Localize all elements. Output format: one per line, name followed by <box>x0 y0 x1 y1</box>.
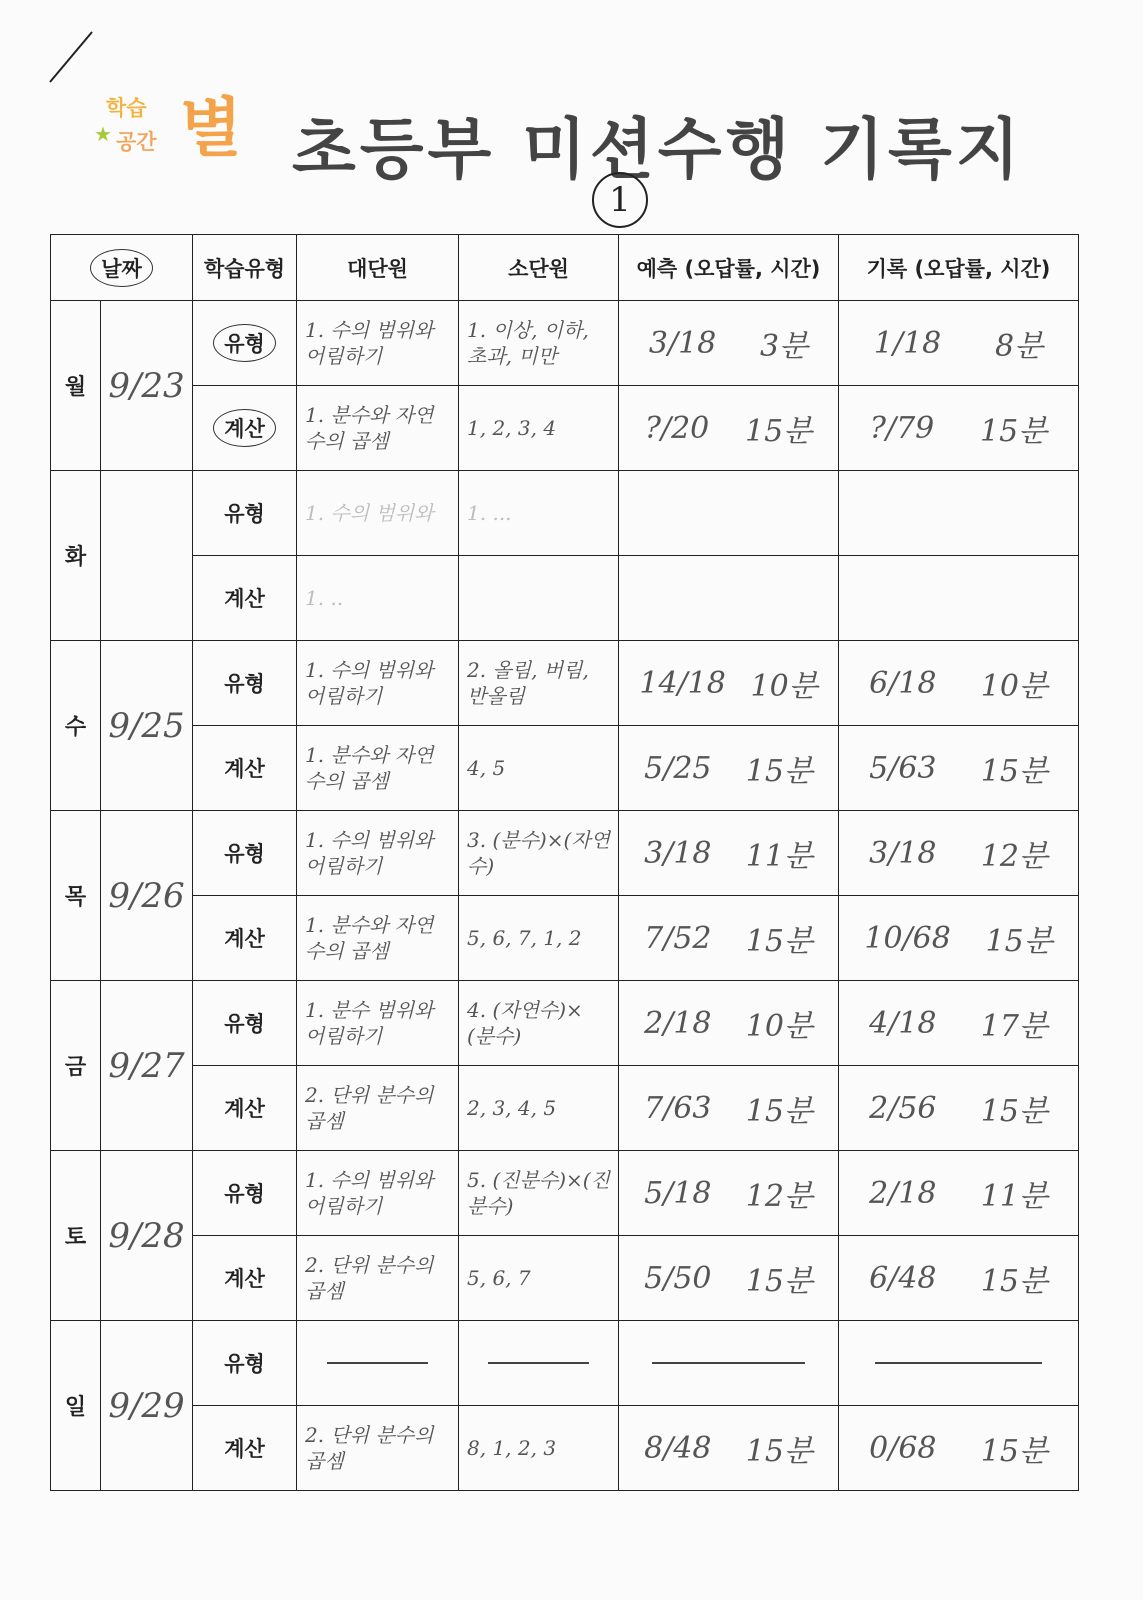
rec-values <box>839 301 1078 385</box>
prediction-cell <box>619 811 839 896</box>
record-cell <box>839 981 1079 1066</box>
type-label: 유형 <box>224 1012 265 1036</box>
pred-values <box>619 1236 838 1320</box>
pred-values <box>619 1406 838 1490</box>
minor-unit-text: 8, 1, 2, 3 <box>467 1436 557 1460</box>
pred-time: 15분 <box>744 414 813 449</box>
major-unit-cell <box>297 1151 459 1236</box>
date-cell: 9/29 <box>101 1321 193 1491</box>
type-cell <box>193 1321 297 1406</box>
major-unit-cell <box>297 1066 459 1151</box>
table-row <box>51 386 1079 471</box>
major-unit-text: 1. 수의 범위와 어림하기 <box>305 318 434 368</box>
pred-error-rate: 5/50 <box>644 1260 712 1296</box>
table-row <box>51 726 1079 811</box>
day-cell: 수 <box>51 641 101 811</box>
major-unit-text: 1. 분수 범위와 어림하기 <box>305 998 434 1048</box>
record-cell <box>839 811 1079 896</box>
prediction-cell <box>619 981 839 1066</box>
record-cell <box>839 301 1079 386</box>
major-unit-cell <box>297 556 459 641</box>
table-row <box>51 1321 1079 1406</box>
type-cell <box>193 641 297 726</box>
minor-unit-text: 4, 5 <box>467 756 506 780</box>
rec-time: 15분 <box>980 1094 1048 1129</box>
day-cell: 목 <box>51 811 101 981</box>
minor-unit-cell <box>459 981 619 1066</box>
major-unit-text: 2. 단위 분수의 곱셈 <box>305 1423 434 1473</box>
pred-time: 15분 <box>745 1094 813 1129</box>
pred-time: 15분 <box>745 754 813 789</box>
pred-error-rate: 3/18 <box>644 835 712 871</box>
pred-values <box>619 981 838 1065</box>
pred-error-rate: 7/52 <box>644 920 712 956</box>
minor-unit-cell <box>459 301 619 386</box>
prediction-cell <box>619 301 839 386</box>
rec-values <box>839 641 1078 725</box>
pred-values <box>619 301 838 385</box>
pred-error-rate: 14/18 <box>639 665 726 701</box>
type-cell <box>193 896 297 981</box>
minor-unit-cell <box>459 811 619 896</box>
minor-unit-cell <box>459 641 619 726</box>
table-row <box>51 556 1079 641</box>
rec-time: 15분 <box>980 1264 1048 1299</box>
type-cell <box>193 811 297 896</box>
pred-time: 10분 <box>745 1009 813 1044</box>
pen-mark <box>48 30 98 85</box>
type-cell <box>193 471 297 556</box>
header-major-unit: 대단원 <box>297 235 459 301</box>
page-title: 초등부 미션수행 기록지 <box>292 111 1024 188</box>
type-label: 계산 <box>224 587 265 611</box>
pred-time: 11분 <box>745 839 813 874</box>
minor-unit-text: 2. 올림, 버림, 반올림 <box>467 658 589 708</box>
date-cell: 9/23 <box>101 301 193 471</box>
prediction-cell <box>619 726 839 811</box>
minor-unit-text: 5, 6, 7, 1, 2 <box>467 926 582 950</box>
header-row <box>51 235 1079 301</box>
pred-error-rate: ?/20 <box>644 410 710 446</box>
rec-error-rate: 10/68 <box>864 920 951 956</box>
dash <box>488 1362 588 1364</box>
major-unit-cell <box>297 981 459 1066</box>
record-cell <box>839 386 1079 471</box>
type-label: 계산 <box>213 409 276 447</box>
pred-values <box>619 471 838 555</box>
type-label: 계산 <box>224 927 265 951</box>
record-cell <box>839 556 1079 641</box>
type-label: 계산 <box>224 1097 265 1121</box>
type-label: 계산 <box>224 1267 265 1291</box>
table-row <box>51 811 1079 896</box>
pred-values <box>619 896 838 980</box>
rec-error-rate: 4/18 <box>869 1005 937 1041</box>
record-cell <box>839 641 1079 726</box>
rec-values <box>839 981 1078 1065</box>
prediction-cell <box>619 556 839 641</box>
pred-values <box>619 386 838 470</box>
mission-record-table <box>50 234 1079 1491</box>
pred-values <box>619 726 838 810</box>
major-unit-cell <box>297 386 459 471</box>
rec-time: 11분 <box>980 1179 1048 1214</box>
type-label: 유형 <box>224 1182 265 1206</box>
rec-error-rate: 0/68 <box>869 1430 937 1466</box>
table-row <box>51 896 1079 981</box>
major-unit-cell <box>297 1236 459 1321</box>
date-cell: 9/28 <box>101 1151 193 1321</box>
minor-unit-cell <box>459 896 619 981</box>
pred-time: 15분 <box>745 1434 813 1469</box>
minor-unit-cell <box>459 1321 619 1406</box>
record-cell <box>839 1066 1079 1151</box>
table-row <box>51 471 1079 556</box>
prediction-cell <box>619 1321 839 1406</box>
type-label: 유형 <box>224 842 265 866</box>
type-cell <box>193 1066 297 1151</box>
header-type: 학습유형 <box>193 235 297 301</box>
type-cell <box>193 1151 297 1236</box>
rec-error-rate: 2/56 <box>869 1090 937 1126</box>
major-unit-cell <box>297 896 459 981</box>
type-label: 계산 <box>224 1437 265 1461</box>
minor-unit-cell <box>459 556 619 641</box>
type-cell <box>193 556 297 641</box>
type-label: 계산 <box>224 757 265 781</box>
minor-unit-text: 4. (자연수)× (분수) <box>467 998 583 1048</box>
date-cell <box>101 471 193 641</box>
pred-error-rate: 8/48 <box>644 1430 712 1466</box>
minor-unit-text: 5. (진분수)×(진분수) <box>467 1168 610 1218</box>
major-unit-text: 1. 분수와 자연수의 곱셈 <box>305 403 434 453</box>
rec-time: 15분 <box>985 924 1053 959</box>
type-label: 유형 <box>224 672 265 696</box>
prediction-cell <box>619 896 839 981</box>
major-unit-text: 1. 분수와 자연수의 곱셈 <box>305 743 434 793</box>
major-unit-cell <box>297 471 459 556</box>
major-unit-text: 2. 단위 분수의 곱셈 <box>305 1253 434 1303</box>
pred-values <box>619 556 838 640</box>
major-unit-text: 1. 수의 범위와 어림하기 <box>305 1168 434 1218</box>
rec-values <box>839 1151 1078 1235</box>
major-unit-cell <box>297 1321 459 1406</box>
minor-unit-cell <box>459 726 619 811</box>
minor-unit-cell <box>459 386 619 471</box>
type-label: 유형 <box>224 1352 265 1376</box>
major-unit-text: 1. .. <box>305 586 344 610</box>
minor-unit-text: 1. 이상, 이하, 초과, 미만 <box>467 318 589 368</box>
day-cell: 토 <box>51 1151 101 1321</box>
rec-values <box>839 811 1078 895</box>
major-unit-text: 1. 수의 범위와 어림하기 <box>305 828 434 878</box>
page-number: 1 <box>592 172 648 228</box>
pred-time: 12분 <box>745 1179 813 1214</box>
prediction-cell <box>619 1236 839 1321</box>
header-date: 날짜 <box>51 235 193 301</box>
rec-error-rate: 6/48 <box>869 1260 937 1296</box>
table-row <box>51 301 1079 386</box>
pred-values <box>619 1066 838 1150</box>
table-row <box>51 1066 1079 1151</box>
rec-time: 17분 <box>980 1009 1048 1044</box>
logo-line-1: 학습 <box>106 96 147 120</box>
pred-error-rate: 7/63 <box>644 1090 712 1126</box>
prediction-cell <box>619 471 839 556</box>
type-cell <box>193 726 297 811</box>
major-unit-cell <box>297 641 459 726</box>
minor-unit-cell <box>459 1236 619 1321</box>
record-cell <box>839 1406 1079 1491</box>
record-cell <box>839 1321 1079 1406</box>
major-unit-text: 1. 수의 범위와 <box>305 501 434 525</box>
prediction-cell <box>619 386 839 471</box>
date-cell: 9/25 <box>101 641 193 811</box>
rec-values <box>839 471 1078 555</box>
rec-values <box>839 386 1078 470</box>
pred-values <box>619 1151 838 1235</box>
type-label: 유형 <box>213 324 276 362</box>
major-unit-cell <box>297 811 459 896</box>
pred-error-rate: 5/18 <box>644 1175 712 1211</box>
logo-line-2: 공간 <box>116 130 157 154</box>
minor-unit-cell <box>459 1406 619 1491</box>
prediction-cell <box>619 1066 839 1151</box>
rec-values <box>839 556 1078 640</box>
rec-error-rate: 3/18 <box>869 835 937 871</box>
rec-time: 8분 <box>995 329 1044 364</box>
dash <box>652 1362 805 1364</box>
rec-error-rate: 6/18 <box>869 665 937 701</box>
type-cell <box>193 1236 297 1321</box>
header-minor-unit: 소단원 <box>459 235 619 301</box>
pred-error-rate: 3/18 <box>648 325 717 361</box>
logo <box>94 86 250 186</box>
star-icon: ★ <box>94 122 112 146</box>
rec-error-rate: 2/18 <box>869 1175 937 1211</box>
date-cell: 9/26 <box>101 811 193 981</box>
dash <box>327 1362 429 1364</box>
header-record: 기록 (오답률, 시간) <box>839 235 1079 301</box>
type-cell <box>193 386 297 471</box>
type-label: 유형 <box>224 502 265 526</box>
table-row <box>51 1151 1079 1236</box>
pred-time: 10분 <box>750 669 818 704</box>
pred-time: 3분 <box>760 329 809 364</box>
minor-unit-cell <box>459 1151 619 1236</box>
minor-unit-text: 1. ... <box>467 501 512 525</box>
day-cell: 월 <box>51 301 101 471</box>
rec-error-rate: ?/79 <box>869 410 935 446</box>
record-cell <box>839 896 1079 981</box>
header-prediction: 예측 (오답률, 시간) <box>619 235 839 301</box>
rec-time: 15분 <box>980 1434 1048 1469</box>
pred-error-rate: 2/18 <box>644 1005 712 1041</box>
record-cell <box>839 1236 1079 1321</box>
major-unit-text: 2. 단위 분수의 곱셈 <box>305 1083 434 1133</box>
table-row <box>51 1406 1079 1491</box>
major-unit-cell <box>297 301 459 386</box>
rec-values <box>839 726 1078 810</box>
major-unit-text: 1. 수의 범위와 어림하기 <box>305 658 434 708</box>
day-cell: 일 <box>51 1321 101 1491</box>
table-row <box>51 1236 1079 1321</box>
major-unit-text: 1. 분수와 자연수의 곱셈 <box>305 913 434 963</box>
dash <box>875 1362 1042 1364</box>
minor-unit-text: 3. (분수)×(자연수) <box>467 828 610 878</box>
prediction-cell <box>619 1151 839 1236</box>
pred-time: 15분 <box>745 1264 813 1299</box>
record-cell <box>839 726 1079 811</box>
rec-time: 10분 <box>980 669 1048 704</box>
rec-values <box>839 1236 1078 1320</box>
prediction-cell <box>619 1406 839 1491</box>
day-cell: 화 <box>51 471 101 641</box>
rec-error-rate: 5/63 <box>869 750 937 786</box>
type-cell <box>193 981 297 1066</box>
table-row <box>51 981 1079 1066</box>
rec-time: 12분 <box>980 839 1048 874</box>
table-row <box>51 641 1079 726</box>
rec-time: 15분 <box>979 414 1048 449</box>
type-cell <box>193 1406 297 1491</box>
logo-big: 별 <box>180 92 240 166</box>
pred-values <box>619 811 838 895</box>
rec-values <box>839 1406 1078 1490</box>
major-unit-cell <box>297 1406 459 1491</box>
pred-values <box>619 641 838 725</box>
record-cell <box>839 471 1079 556</box>
minor-unit-text: 1, 2, 3, 4 <box>467 416 557 440</box>
date-cell: 9/27 <box>101 981 193 1151</box>
day-cell: 금 <box>51 981 101 1151</box>
major-unit-cell <box>297 726 459 811</box>
minor-unit-cell <box>459 471 619 556</box>
rec-error-rate: 1/18 <box>873 325 942 361</box>
type-cell <box>193 301 297 386</box>
minor-unit-text: 5, 6, 7 <box>467 1266 531 1290</box>
pred-time: 15분 <box>745 924 813 959</box>
prediction-cell <box>619 641 839 726</box>
record-cell <box>839 1151 1079 1236</box>
rec-values <box>839 896 1078 980</box>
pred-error-rate: 5/25 <box>644 750 712 786</box>
minor-unit-cell <box>459 1066 619 1151</box>
minor-unit-text: 2, 3, 4, 5 <box>467 1096 557 1120</box>
rec-time: 15분 <box>980 754 1048 789</box>
rec-values <box>839 1066 1078 1150</box>
